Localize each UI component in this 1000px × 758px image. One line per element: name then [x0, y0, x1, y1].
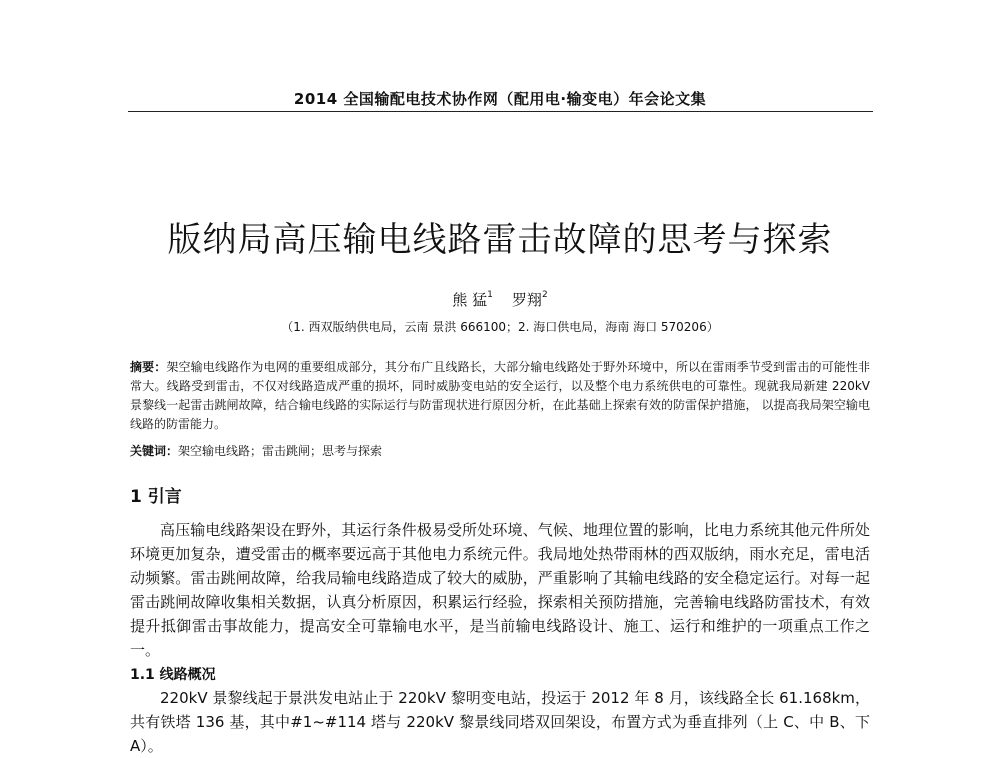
- abstract-label: 摘要：: [130, 360, 167, 374]
- section-paragraph: 高压输电线路架设在野外，其运行条件极易受所处环境、气候、地理位置的影响，比电力系统其他元件所处环境更加复杂，遭受雷击的概率要远高于其他电力系统元件。我局地处热带雨林的西双版纳，雨水充足，雷电活动频繁。雷击跳闸故障，给我局输电线路造成了较大的威胁，严重影响了其输电线路的安全稳定运行。对每一起雷击跳闸故障收集相关数据，认真分析原因，积累运行经验，探索相关预防措施，完善输电线路防雷技术，有效提升抵御雷击事故能力，提高安全可靠输电水平，是当前输电线路设计、施工、运行和维护的一项重点工作之一。: [130, 521, 870, 659]
- author-1: 熊 猛: [452, 291, 488, 309]
- author-2: 罗翔: [511, 291, 542, 309]
- affiliation: （1. 西双版纳供电局，云南 景洪 666100；2. 海口供电局，海南 海口 570206）: [281, 320, 719, 334]
- subsection-paragraph: 220kV 景黎线起于景洪发电站止于 220kV 黎明变电站，投运于 2012 年 8 月，该线路全长 61.168km，共有铁塔 136 基，其中#1~#114 塔与 220kV 黎景线同塔双回架设，布置方式为垂直排列（上 C、中 B、下 A）。: [130, 689, 870, 755]
- section-heading-introduction: 1 引言: [130, 487, 182, 507]
- proceedings-header: 2014 全国输配电技术协作网（配用电·输变电）年会论文集: [293, 90, 707, 108]
- keywords-text: 架空输电线路；雷击跳闸；思考与探索: [178, 444, 383, 458]
- keywords: [130, 442, 870, 461]
- paper-title: 版纳局高压输电线路雷击故障的思考与探索: [167, 220, 833, 260]
- abstract-text: 架空输电线路作为电网的重要组成部分，其分布广且线路长，大部分输电线路处于野外环境中，所以在雷雨季节受到雷击的可能性非常大。线路受到雷击，不仅对线路造成严重的损坏，同时威胁变电站的安全运行，以及整个电力系统供电的可靠性。现就我局新建 220kV 景黎线一起雷击跳闸故障，结合输电线路的实际运行与防雷现状进行原因分析，在此基础上探索有效的防雷保护措施， 以提高我局架空输电线路的防雷能力。: [130, 360, 870, 431]
- author-1-sup: 1: [487, 290, 493, 300]
- subsection-heading-overview: 1.1 线路概况: [130, 667, 216, 683]
- authors: [0, 289, 1000, 310]
- keywords-label: 关键词：: [130, 444, 179, 458]
- author-2-sup: 2: [541, 290, 548, 300]
- abstract: [130, 358, 870, 434]
- header-rule: [128, 111, 873, 112]
